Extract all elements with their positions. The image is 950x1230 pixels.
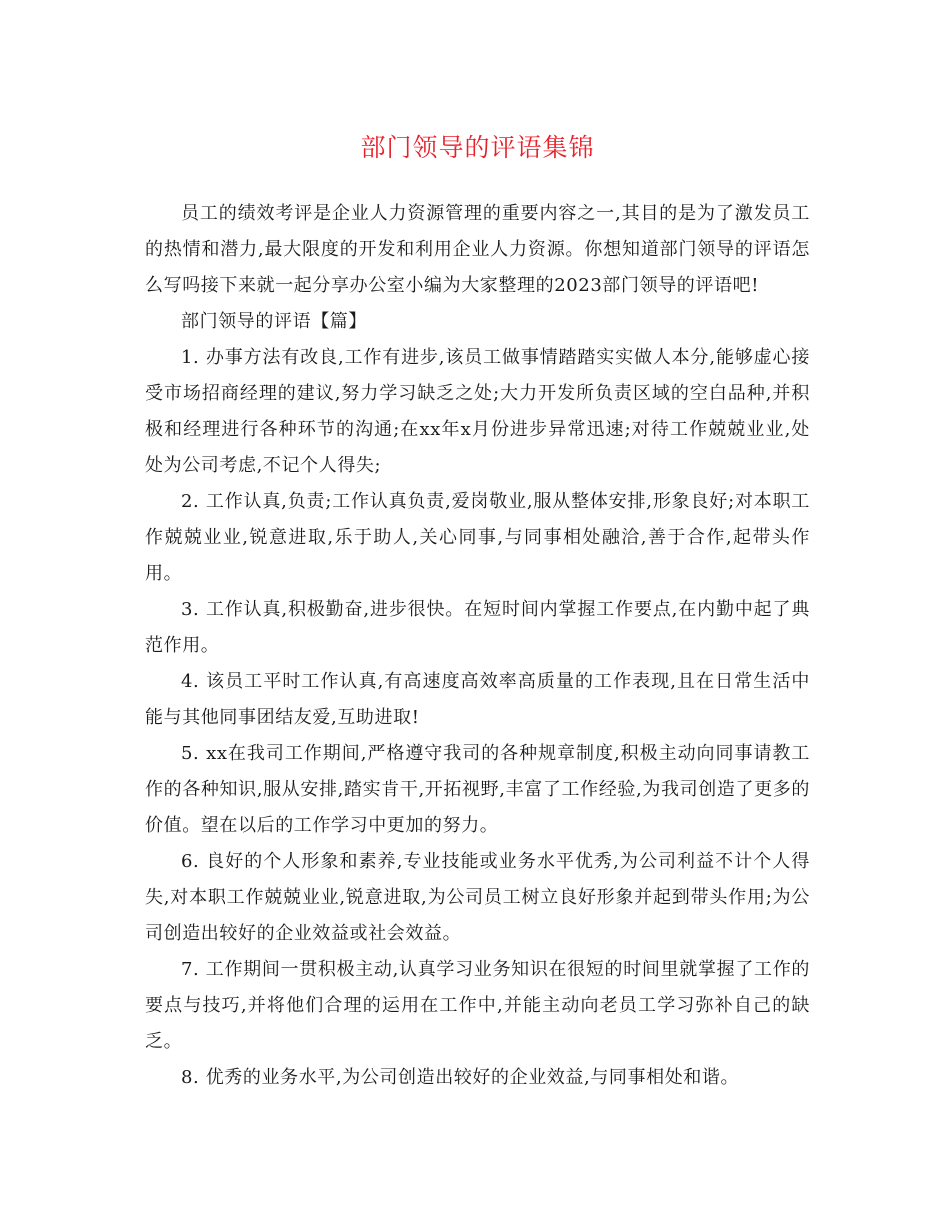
list-item: 4. 该员工平时工作认真,有高速度高效率高质量的工作表现,且在日常生活中能与其他同事团结友爱,互助进取! — [145, 671, 810, 728]
list-item: 5. xx在我司工作期间,严格遵守我司的各种规章制度,积极主动向同事请教工作的各种知识,服从安排,踏实肯干,开拓视野,丰富了工作经验,为我司创造了更多的价值。望在以后的工作学习中更加的努力。 — [145, 743, 810, 836]
list-item: 2. 工作认真,负责;工作认真负责,爱岗敬业,服从整体安排,形象良好;对本职工作兢兢业业,锐意进取,乐于助人,关心同事,与同事相处融洽,善于合作,起带头作用。 — [145, 491, 810, 584]
section-heading: 部门领导的评语【篇】 — [181, 311, 367, 332]
list-item: 8. 优秀的业务水平,为公司创造出较好的企业效益,与同事相处和谐。 — [181, 1067, 740, 1088]
list-item: 7. 工作期间一贯积极主动,认真学习业务知识在很短的时间里就掌握了工作的要点与技巧,并将他们合理的运用在工作中,并能主动向老员工学习弥补自己的缺乏。 — [145, 959, 810, 1052]
document-title: 部门领导的评语集锦 — [360, 133, 595, 162]
list-item: 3. 工作认真,积极勤奋,进步很快。在短时间内掌握工作要点,在内勤中起了典范作用。 — [145, 599, 810, 656]
intro-paragraph: 员工的绩效考评是企业人力资源管理的重要内容之一,其目的是为了激发员工的热情和潜力,最大限度的开发和利用企业人力资源。你想知道部门领导的评语怎么写吗接下来就一起分享办公室小编为大家整理的2023部门领导的评语吧! — [145, 203, 810, 296]
list-item: 6. 良好的个人形象和素养,专业技能或业务水平优秀,为公司利益不计个人得失,对本职工作兢兢业业,锐意进取,为公司员工树立良好形象并起到带头作用;为公司创造出较好的企业效益或社会效益。 — [145, 851, 810, 944]
list-item: 1. 办事方法有改良,工作有进步,该员工做事情踏踏实实做人本分,能够虚心接受市场招商经理的建议,努力学习缺乏之处;大力开发所负责区域的空白品种,并积极和经理进行各种环节的沟通;在xx年x月份进步异常迅速;对待工作兢兢业业,处处为公司考虑,不记个人得失; — [145, 347, 810, 476]
